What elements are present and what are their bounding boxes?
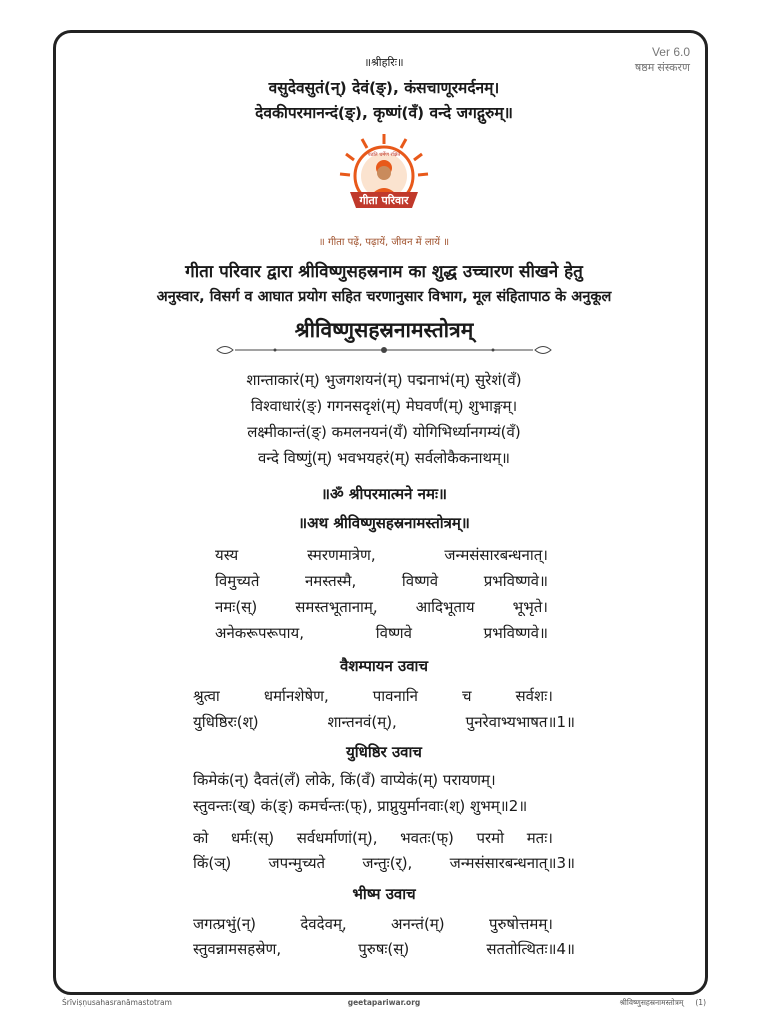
- word: जन्तुः(र्),: [362, 854, 413, 872]
- word: जगत्प्रभुं(न्): [193, 915, 257, 933]
- shanta-line-1: शान्ताकारं(म्) भुजगशयनं(म्) पद्मनाभं(म्) सुरेशं(वँ): [246, 371, 522, 389]
- verse-e-line-1: [193, 914, 553, 934]
- word: विष्णवे: [375, 624, 412, 642]
- word: नमः(स्): [215, 598, 258, 616]
- word: युधिष्ठिरः(श्): [193, 713, 259, 731]
- verse-a-line-1: [215, 545, 548, 565]
- gita-pariwar-logo: [336, 130, 432, 226]
- word: समस्तभूतानाम्,: [295, 598, 378, 616]
- word: शान्तनवं(म्),: [327, 713, 397, 731]
- verse-b-line-1: [193, 686, 553, 706]
- word: स्तुवन्नामसहस्रेण,: [193, 940, 282, 958]
- version-label: Ver 6.0: [651, 45, 690, 59]
- word: च: [461, 687, 472, 705]
- edition-label: षष्ठम संस्करण: [634, 62, 690, 74]
- word: भूभृते।: [512, 598, 548, 616]
- word: पुनरेवाभ्यभाषत॥1॥: [465, 713, 575, 731]
- page-number: (1): [695, 998, 706, 1007]
- word: जन्मसंसारबन्धनात्॥3॥: [449, 854, 575, 872]
- speaker-yudhishthira: युधिष्ठिर उवाच: [346, 743, 422, 761]
- dhyana-line-1: वसुदेवसुतं(न्) देवं(ङ्), कंसचाणूरमर्दनम्।: [268, 79, 500, 97]
- word: स्मरणमात्रेण,: [307, 546, 376, 564]
- verse-d-line-2: [193, 853, 575, 873]
- word: धर्मः(स्): [231, 829, 275, 847]
- word: जपन्मुच्यते: [268, 854, 326, 872]
- word: विमुच्यते: [215, 572, 260, 590]
- word: भवतः(फ्): [400, 829, 454, 847]
- logo-top-text: पठति धर्मेण रक्षिते: [367, 152, 401, 158]
- shanta-line-2: विश्वाधारं(ङ्) गगनसदृशं(म्) मेघवर्णं(म्) शुभाङ्गम्।: [250, 397, 518, 415]
- om-line: ॥ॐ श्रीपरमात्मने नमः॥: [321, 485, 447, 503]
- word: यस्य: [215, 546, 239, 564]
- word: देवदेवम्,: [300, 915, 347, 933]
- logo-banner-text: गीता परिवार: [359, 194, 409, 207]
- word: नमस्तस्मै,: [304, 572, 357, 590]
- shanta-line-4: वन्दे विष्णुं(म्) भवभयहरं(म्) सर्वलोकैकनाथम्॥: [257, 449, 511, 467]
- verse-b-line-2: [193, 712, 575, 732]
- footer-right: [620, 998, 706, 1008]
- tagline: ॥ गीता पढ़ें, पढ़ायें, जीवन में लायें ॥: [318, 237, 450, 248]
- footer-title: श्रीविष्णुसहस्रनामस्तोत्रम्: [619, 998, 684, 1007]
- word: श्रुत्वा: [193, 687, 220, 705]
- word: परमो: [476, 829, 505, 847]
- verse-e-line-2: [193, 939, 575, 959]
- word: धर्मानशेषेण,: [263, 687, 329, 705]
- word: विष्णवे: [401, 572, 439, 590]
- atha-line: ॥अथ श्रीविष्णुसहस्रनामस्तोत्रम्॥: [298, 514, 470, 532]
- word: जन्मसंसारबन्धनात्।: [444, 546, 548, 564]
- speaker-vaishampayana: वैशम्पायन उवाच: [340, 657, 428, 675]
- footer-website: geetapariwar.org: [347, 998, 421, 1007]
- word: किं(ञ्): [193, 854, 232, 872]
- word: को: [193, 829, 209, 847]
- shanta-line-3: लक्ष्मीकान्तं(ङ्) कमलनयनं(यँ) योगिभिर्ध्यानगम्यं(वँ): [247, 423, 521, 441]
- verse-a-line-3: [215, 597, 548, 617]
- word: अनेकरूपरूपाय,: [215, 624, 305, 642]
- ornament-divider: [215, 343, 553, 357]
- verse-c-line-2: स्तुवन्तः(ख्) कं(ङ्) कमर्चन्तः(फ्), प्राप्नुयुर्मानवाः(श्) शुभम्॥2॥: [193, 797, 528, 815]
- word: अनन्तं(म्): [391, 915, 445, 933]
- heading-main: गीता परिवार द्वारा श्रीविष्णुसहस्रनाम का शुद्ध उच्चारण सीखने हेतु: [185, 262, 583, 282]
- heading-sub: अनुस्वार, विसर्ग व आघात प्रयोग सहित चरणानुसार विभाग, मूल संहितापाठ के अनुकूल: [156, 289, 612, 305]
- dhyana-line-2: देवकीपरमानन्दं(ङ्), कृष्णं(वँ) वन्दे जगद्गुरुम्॥: [255, 104, 513, 122]
- speaker-bhishma: भीष्म उवाच: [352, 885, 416, 903]
- verse-c-line-1: किमेकं(न्) दैवतं(लँ) लोके, किं(वँ) वाप्येकं(म्) परायणम्।: [193, 771, 496, 789]
- word: पुरुषोत्तमम्।: [488, 915, 553, 933]
- word: प्रभविष्णवे॥: [483, 624, 548, 642]
- verse-a-line-4: [215, 623, 548, 643]
- word: पुरुषः(स्): [358, 940, 410, 958]
- stotram-title: श्रीविष्णुसहस्रनामस्तोत्रम्: [294, 318, 474, 342]
- word: सर्वधर्माणां(म्),: [296, 829, 378, 847]
- word: पावनानि: [372, 687, 418, 705]
- word: मतः।: [526, 829, 553, 847]
- word: आदिभूताय: [415, 598, 475, 616]
- verse-a-line-2: [215, 571, 548, 591]
- footer-transliterated-title: Śrīviṣṇusahasranāmastotram: [62, 998, 172, 1007]
- word: सततोत्थितः॥4॥: [486, 940, 575, 958]
- word: सर्वशः।: [515, 687, 553, 705]
- word: प्रभविष्णवे॥: [483, 572, 548, 590]
- invocation: ॥श्रीहरिः॥: [364, 56, 404, 69]
- verse-d-line-1: [193, 828, 553, 848]
